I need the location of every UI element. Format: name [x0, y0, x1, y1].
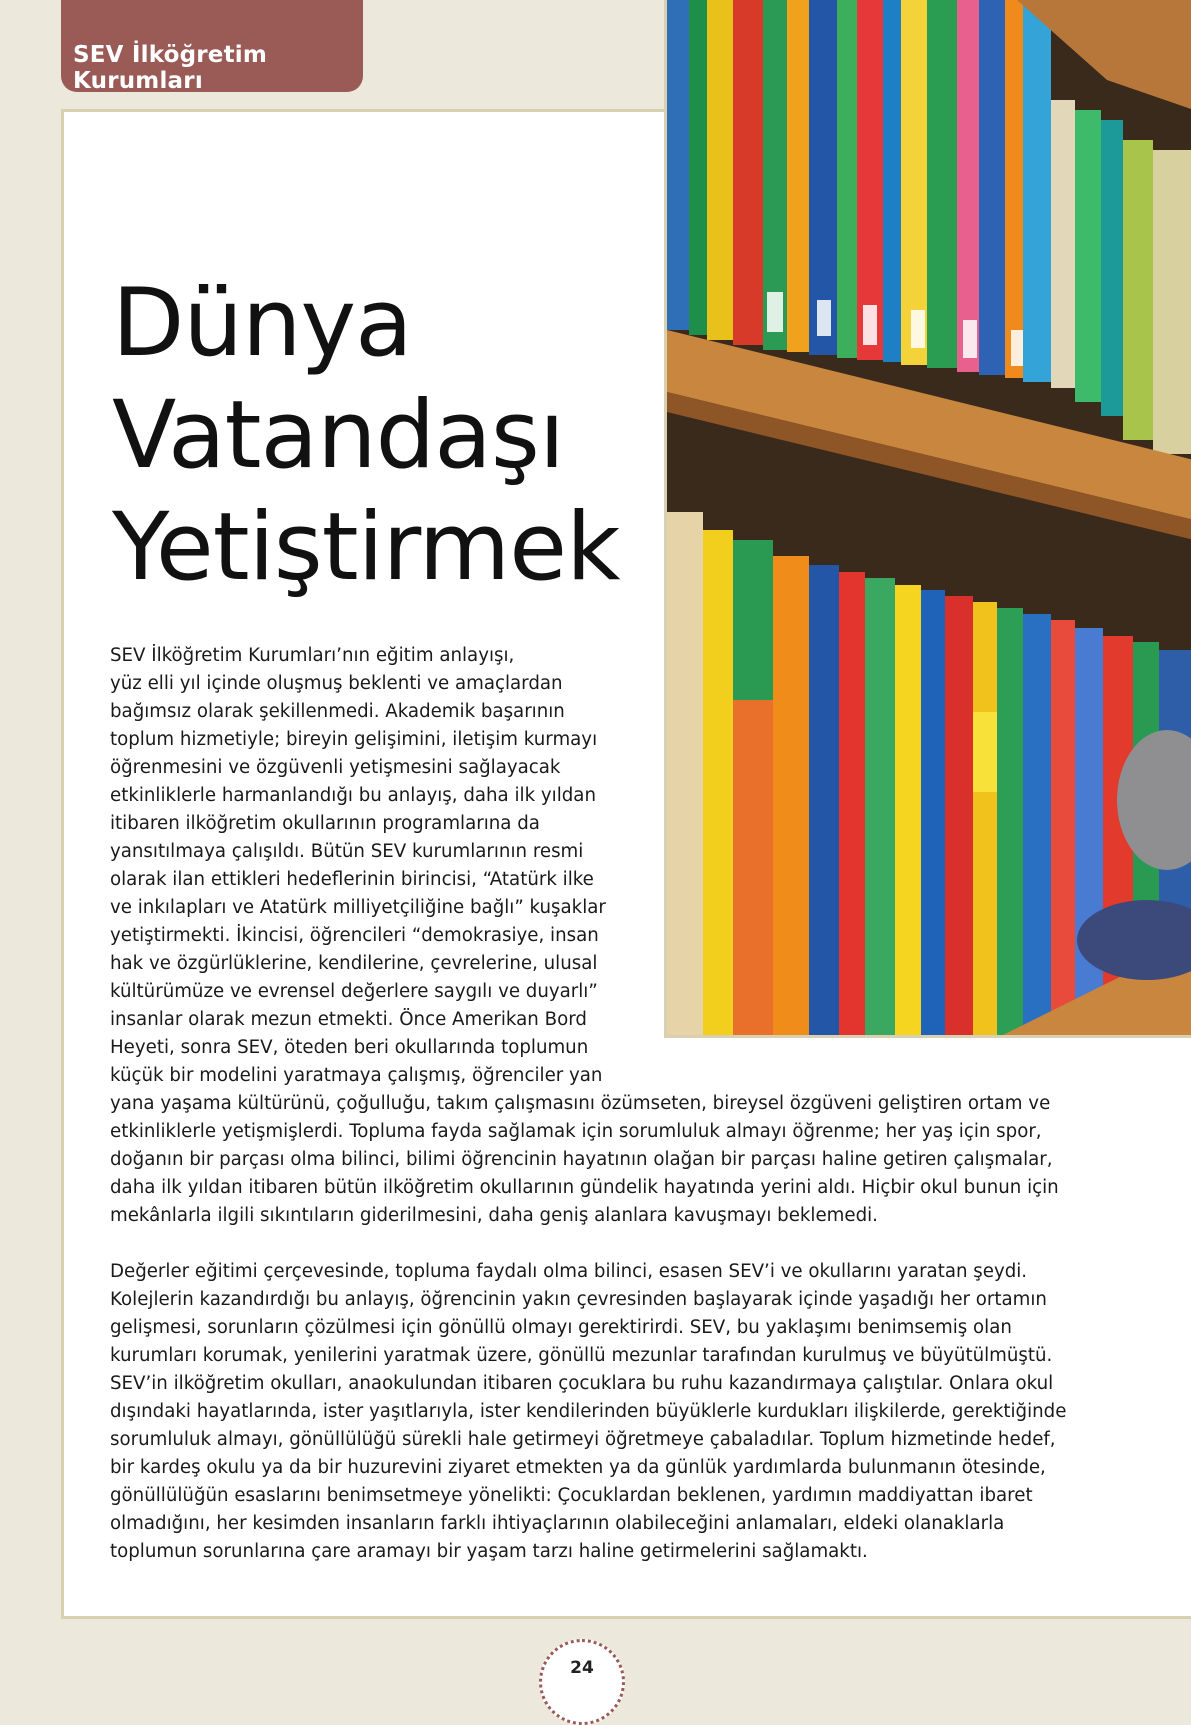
body-line: kurumları korumak, yenilerini yaratmak üzere, gönüllü mezunlar tarafından kurulmuş ve büyütülmüştü. — [110, 1345, 1053, 1366]
body-line: gönüllülüğün esaslarını benimsetmeye yönelikti: Çocuklardan beklenen, yardımın maddiyattan ibaret — [110, 1485, 1033, 1506]
body-line: insanlar olarak mezun etmekti. Önce Amerikan Bord — [110, 1009, 587, 1030]
body-line: itibaren ilköğretim okullarının programlarına da — [110, 813, 540, 834]
body-line: küçük bir modelini yaratmaya çalışmış, öğrenciler yan — [110, 1065, 603, 1086]
body-line: SEV’in ilköğretim okulları, anaokulundan itibaren çocuklara bu ruhu kazandırmaya çalıştılar. Onlara okul — [110, 1373, 1054, 1394]
body-line: Kolejlerin kazandırdığı bu anlayış, öğrencinin yakın çevresinden başlayarak içinde yaşadığı her ortamın — [110, 1289, 1047, 1310]
body-line: gelişmesi, sorunların çözülmesi için gönüllü olmayı gerektirirdi. SEV, bu yaklaşımı benimsemiş olan — [110, 1317, 1012, 1338]
body-line: kültürümüze ve evrensel değerlere saygılı ve duyarlı” — [110, 981, 598, 1002]
body-line: olmadığını, her kesimden insanların farklı ihtiyaçlarının olabileceğini anlamaları, eldeki olanaklarla — [110, 1513, 1005, 1534]
body-line: yetiştirmekti. İkincisi, öğrencileri “demokrasiye, insan — [110, 925, 599, 946]
body-line: bir kardeş okulu ya da bir huzurevini ziyaret etmekten ya da günlük yardımlarda bulunmanın ötesinde, — [110, 1457, 1046, 1478]
page-number: 24 — [570, 1658, 594, 1678]
article-title — [112, 268, 620, 604]
body-line: sorumluluk almayı, gönüllülüğü sürekli hale getirmeyi öğretmeye çabaladılar. Toplum hizmetinde hedef, — [110, 1429, 1056, 1450]
body-line: dışındaki hayatlarında, ister yaşıtlarıyla, ister kendilerinden büyüklerle kurdukları ilişkilerde, gerektiğinde — [110, 1401, 1067, 1422]
body-line: mekânlarla ilgili sıkıntıların giderilmesini, daha geniş alanlara kavuşmayı beklemedi. — [110, 1205, 878, 1226]
section-label: SEV İlköğretim Kurumları — [73, 42, 268, 94]
body-line: öğrenmesini ve özgüvenli yetişmesini sağlayacak — [110, 757, 561, 778]
body-line: yana yaşama kültürünü, çoğulluğu, takım çalışmasını özümseten, bireysel özgüveni geliştiren ortam ve — [110, 1093, 1051, 1114]
title-line: Dünya — [112, 269, 412, 378]
body-line: toplumun sorunlarına çare aramayı bir yaşam tarzı haline getirmelerini sağlamaktı. — [110, 1541, 868, 1562]
body-line: bağımsız olarak şekillenmedi. Akademik başarının — [110, 701, 565, 722]
body-line: olarak ilan ettikleri hedeflerinin birincisi, “Atatürk ilke — [110, 869, 594, 890]
paragraph-gap — [110, 1230, 1066, 1258]
body-line: hak ve özgürlüklerine, kendilerine, çevrelerine, ulusal — [110, 953, 598, 974]
body-line: Değerler eğitimi çerçevesinde, topluma faydalı olma bilinci, esasen SEV’i ve okullarını yaratan şeydi. — [110, 1261, 1028, 1282]
body-line: etkinliklerle harmanlandığı bu anlayış, daha ilk yıldan — [110, 785, 596, 806]
body-line: yansıtılmaya çalışıldı. Bütün SEV kurumlarının resmi — [110, 841, 584, 862]
body-line: daha ilk yıldan itibaren bütün ilköğretim okullarının gündelik hayatında yerini aldı. Hiçbir okul bunun için — [110, 1177, 1059, 1198]
body-line: Heyeti, sonra SEV, öteden beri okullarında toplumun — [110, 1037, 589, 1058]
body-line: etkinliklerle yetişmişlerdi. Topluma fayda sağlamak için sorumluluk almayı öğrenme; her yaş için spor, — [110, 1121, 1042, 1142]
page-number-badge — [539, 1639, 625, 1725]
article-body — [110, 642, 1066, 1566]
title-line: Vatandaşı — [112, 381, 565, 490]
body-line: doğanın bir parçası olma bilinci, bilimi öğrencinin hayatının olağan bir parçası haline getiren çalışmalar, — [110, 1149, 1053, 1170]
body-line: SEV İlköğretim Kurumları’nın eğitim anlayışı, — [110, 645, 515, 666]
body-line: ve inkılapları ve Atatürk milliyetçiliğine bağlı” kuşaklar — [110, 897, 606, 918]
body-line: toplum hizmetiyle; bireyin gelişimini, iletişim kurmayı — [110, 729, 598, 750]
body-line: yüz elli yıl içinde oluşmuş beklenti ve amaçlardan — [110, 673, 563, 694]
section-tab — [61, 0, 363, 92]
title-line: Yetiştirmek — [112, 493, 620, 602]
